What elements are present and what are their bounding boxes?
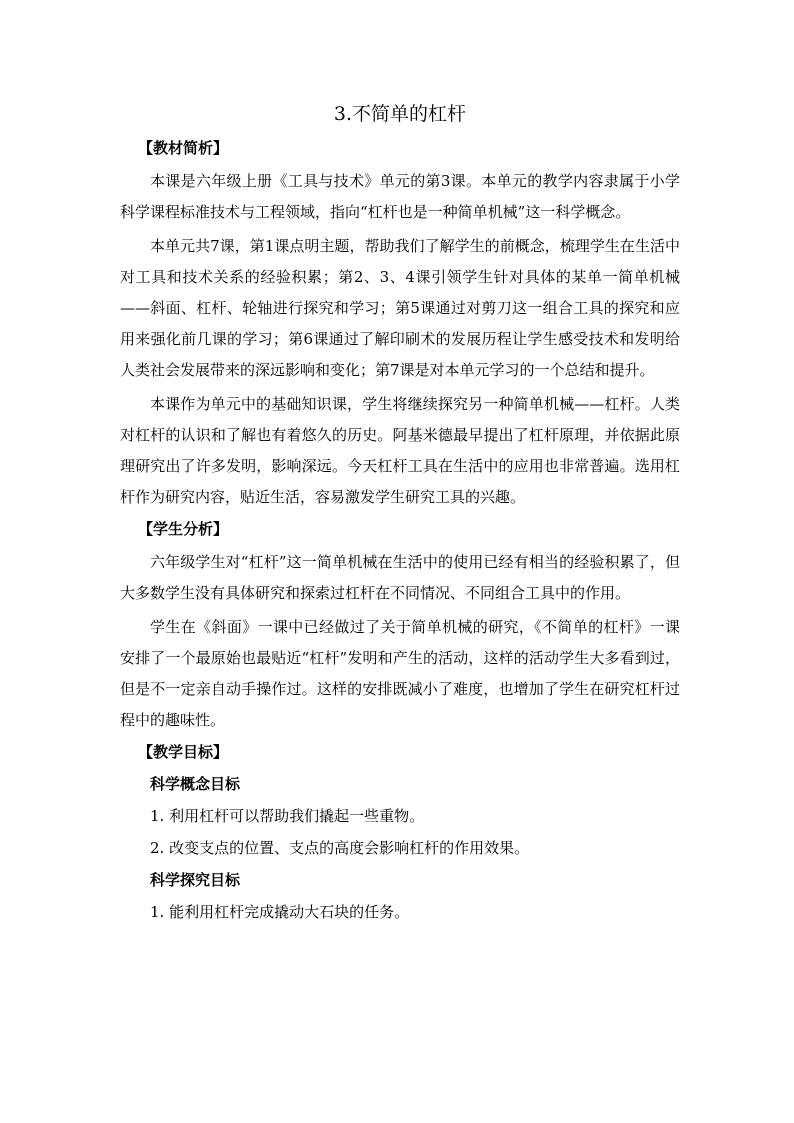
- document-page: [120, 100, 680, 930]
- section-heading-material: 【教材简析】: [138, 139, 229, 157]
- subheading-concept-goals: 科学概念目标: [150, 775, 241, 793]
- paragraph: 本单元共7课，第1课点明主题，帮助我们了解学生的前概念，梳理学生在生活中对工具和技术关系的经验积累；第2、3、4课引领学生针对具体的某单一简单机械——斜面、杠杆、轮轴进行探究和学习；第5课通过对剪刀这一组合工具的探究和应用来强化前几课的学习；第6课通过了解印刷术的发展历程让学生感受技术和发明给人类社会发展带来的深远影响和变化；第7课是对本单元学习的一个总结和提升。: [120, 237, 680, 379]
- section-heading-goals: 【教学目标】: [138, 743, 229, 761]
- subheading-inquiry-goals: 科学探究目标: [150, 871, 241, 889]
- paragraph: 六年级学生对“杠杆”这一简单机械在生活中的使用已经有相当的经验积累了，但大多数学生没有具体研究和探索过杠杆在不同情况、不同组合工具中的作用。: [120, 553, 680, 602]
- paragraph: 学生在《斜面》一课中已经做过了关于简单机械的研究，《不简单的杠杆》一课安排了一个最原始也最贴近“杠杆”发明和产生的活动，这样的活动学生大多看到过，但是不一定亲自动手操作过。这样的安排既减小了难度，也增加了学生在研究杠杆过程中的趣味性。: [120, 618, 680, 729]
- list-item: 1. 利用杠杆可以帮助我们撬起一些重物。: [150, 807, 425, 825]
- document-title: 3.不简单的杠杆: [333, 103, 467, 125]
- list-item: 2. 改变支点的位置、支点的高度会影响杠杆的作用效果。: [150, 839, 530, 857]
- paragraph: 本课是六年级上册《工具与技术》单元的第3课。本单元的教学内容隶属于小学科学课程标准技术与工程领域，指向“杠杆也是一种简单机械”这一科学概念。: [120, 172, 680, 221]
- list-item: 1. 能利用杠杆完成撬动大石块的任务。: [150, 903, 410, 921]
- section-heading-students: 【学生分析】: [138, 520, 229, 538]
- paragraph: 本课作为单元中的基础知识课，学生将继续探究另一种简单机械——杠杆。人类对杠杆的认识和了解也有着悠久的历史。阿基米德最早提出了杠杆原理，并依据此原理研究出了许多发明，影响深远。今天杠杆工具在生活中的应用也非常普遍。选用杠杆作为研究内容，贴近生活，容易激发学生研究工具的兴趣。: [120, 395, 680, 506]
